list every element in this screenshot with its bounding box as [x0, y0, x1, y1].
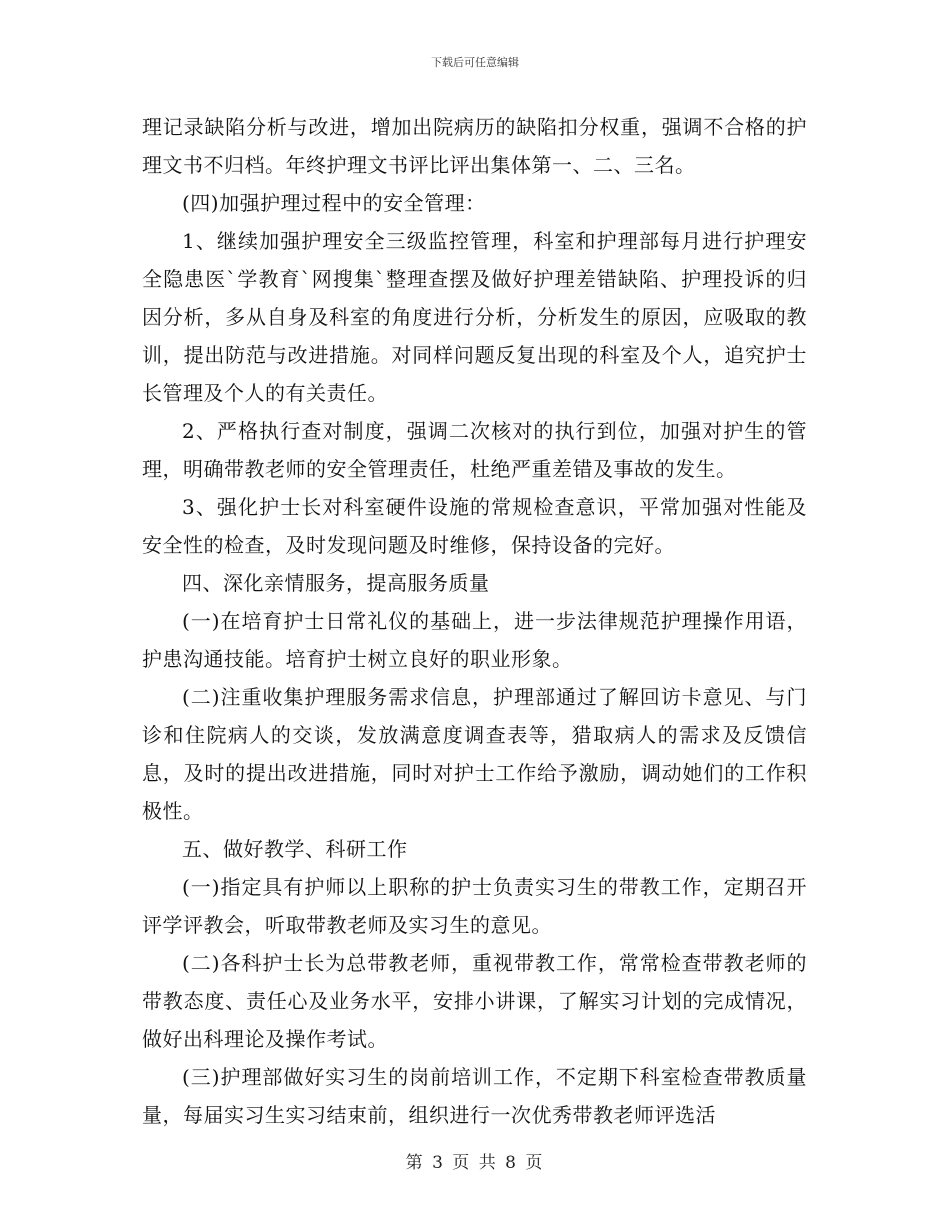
document-body — [142, 108, 807, 1134]
paragraph: (二)注重收集护理服务需求信息，护理部通过了解回访卡意见、与门诊和住院病人的交谈，发放满意度调查表等，猎取病人的需求及反馈信息，及时的提出改进措施，同时对护士工作给予激励，调动她们的工作积极性。 — [142, 685, 807, 823]
paragraph: (一)指定具有护师以上职称的护士负责实习生的带教工作，定期召开评学评教会，听取带教老师及实习生的意见。 — [142, 875, 807, 937]
paragraph: 1、继续加强护理安全三级监控管理，科室和护理部每月进行护理安全隐患医`学教育`网搜集`整理查摆及做好护理差错缺陷、护理投诉的归因分析，多从自身及科室的角度进行分析，分析发生的原因，应吸取的教训，提出防范与改进措施。对同样问题反复出现的科室及个人，追究护士长管理及个人的有关责任。 — [142, 229, 807, 405]
section-heading: 四、深化亲情服务，提高服务质量 — [182, 571, 490, 595]
paragraph: 理记录缺陷分析与改进，增加出院病历的缺陷扣分权重，强调不合格的护理文书不归档。年终护理文书评比评出集体第一、二、三名。 — [142, 115, 807, 177]
paragraph: (三)护理部做好实习生的岗前培训工作，不定期下科室检查带教质量量，每届实习生实习结束前，组织进行一次优秀带教老师评选活 — [142, 1065, 807, 1127]
paragraph: 2、严格执行查对制度，强调二次核对的执行到位，加强对护生的管理，明确带教老师的安全管理责任，杜绝严重差错及事故的发生。 — [142, 419, 807, 481]
section-heading: 五、做好教学、科研工作 — [182, 837, 408, 861]
paragraph: (二)各科护士长为总带教老师，重视带教工作，常常检查带教老师的带教态度、责任心及业务水平，安排小讲课，了解实习计划的完成情况，做好出科理论及操作考试。 — [142, 951, 807, 1051]
paragraph: (一)在培育护士日常礼仪的基础上，进一步法律规范护理操作用语，护患沟通技能。培育护士树立良好的职业形象。 — [142, 609, 807, 671]
page-header: 下载后可任意编辑 — [431, 56, 519, 69]
page-footer: 第 3 页 共 8 页 — [405, 1153, 545, 1173]
paragraph: 3、强化护士长对科室硬件设施的常规检查意识，平常加强对性能及安全性的检查，及时发现问题及时维修，保持设备的完好。 — [142, 495, 807, 557]
section-heading: (四)加强护理过程中的安全管理： — [182, 191, 486, 215]
